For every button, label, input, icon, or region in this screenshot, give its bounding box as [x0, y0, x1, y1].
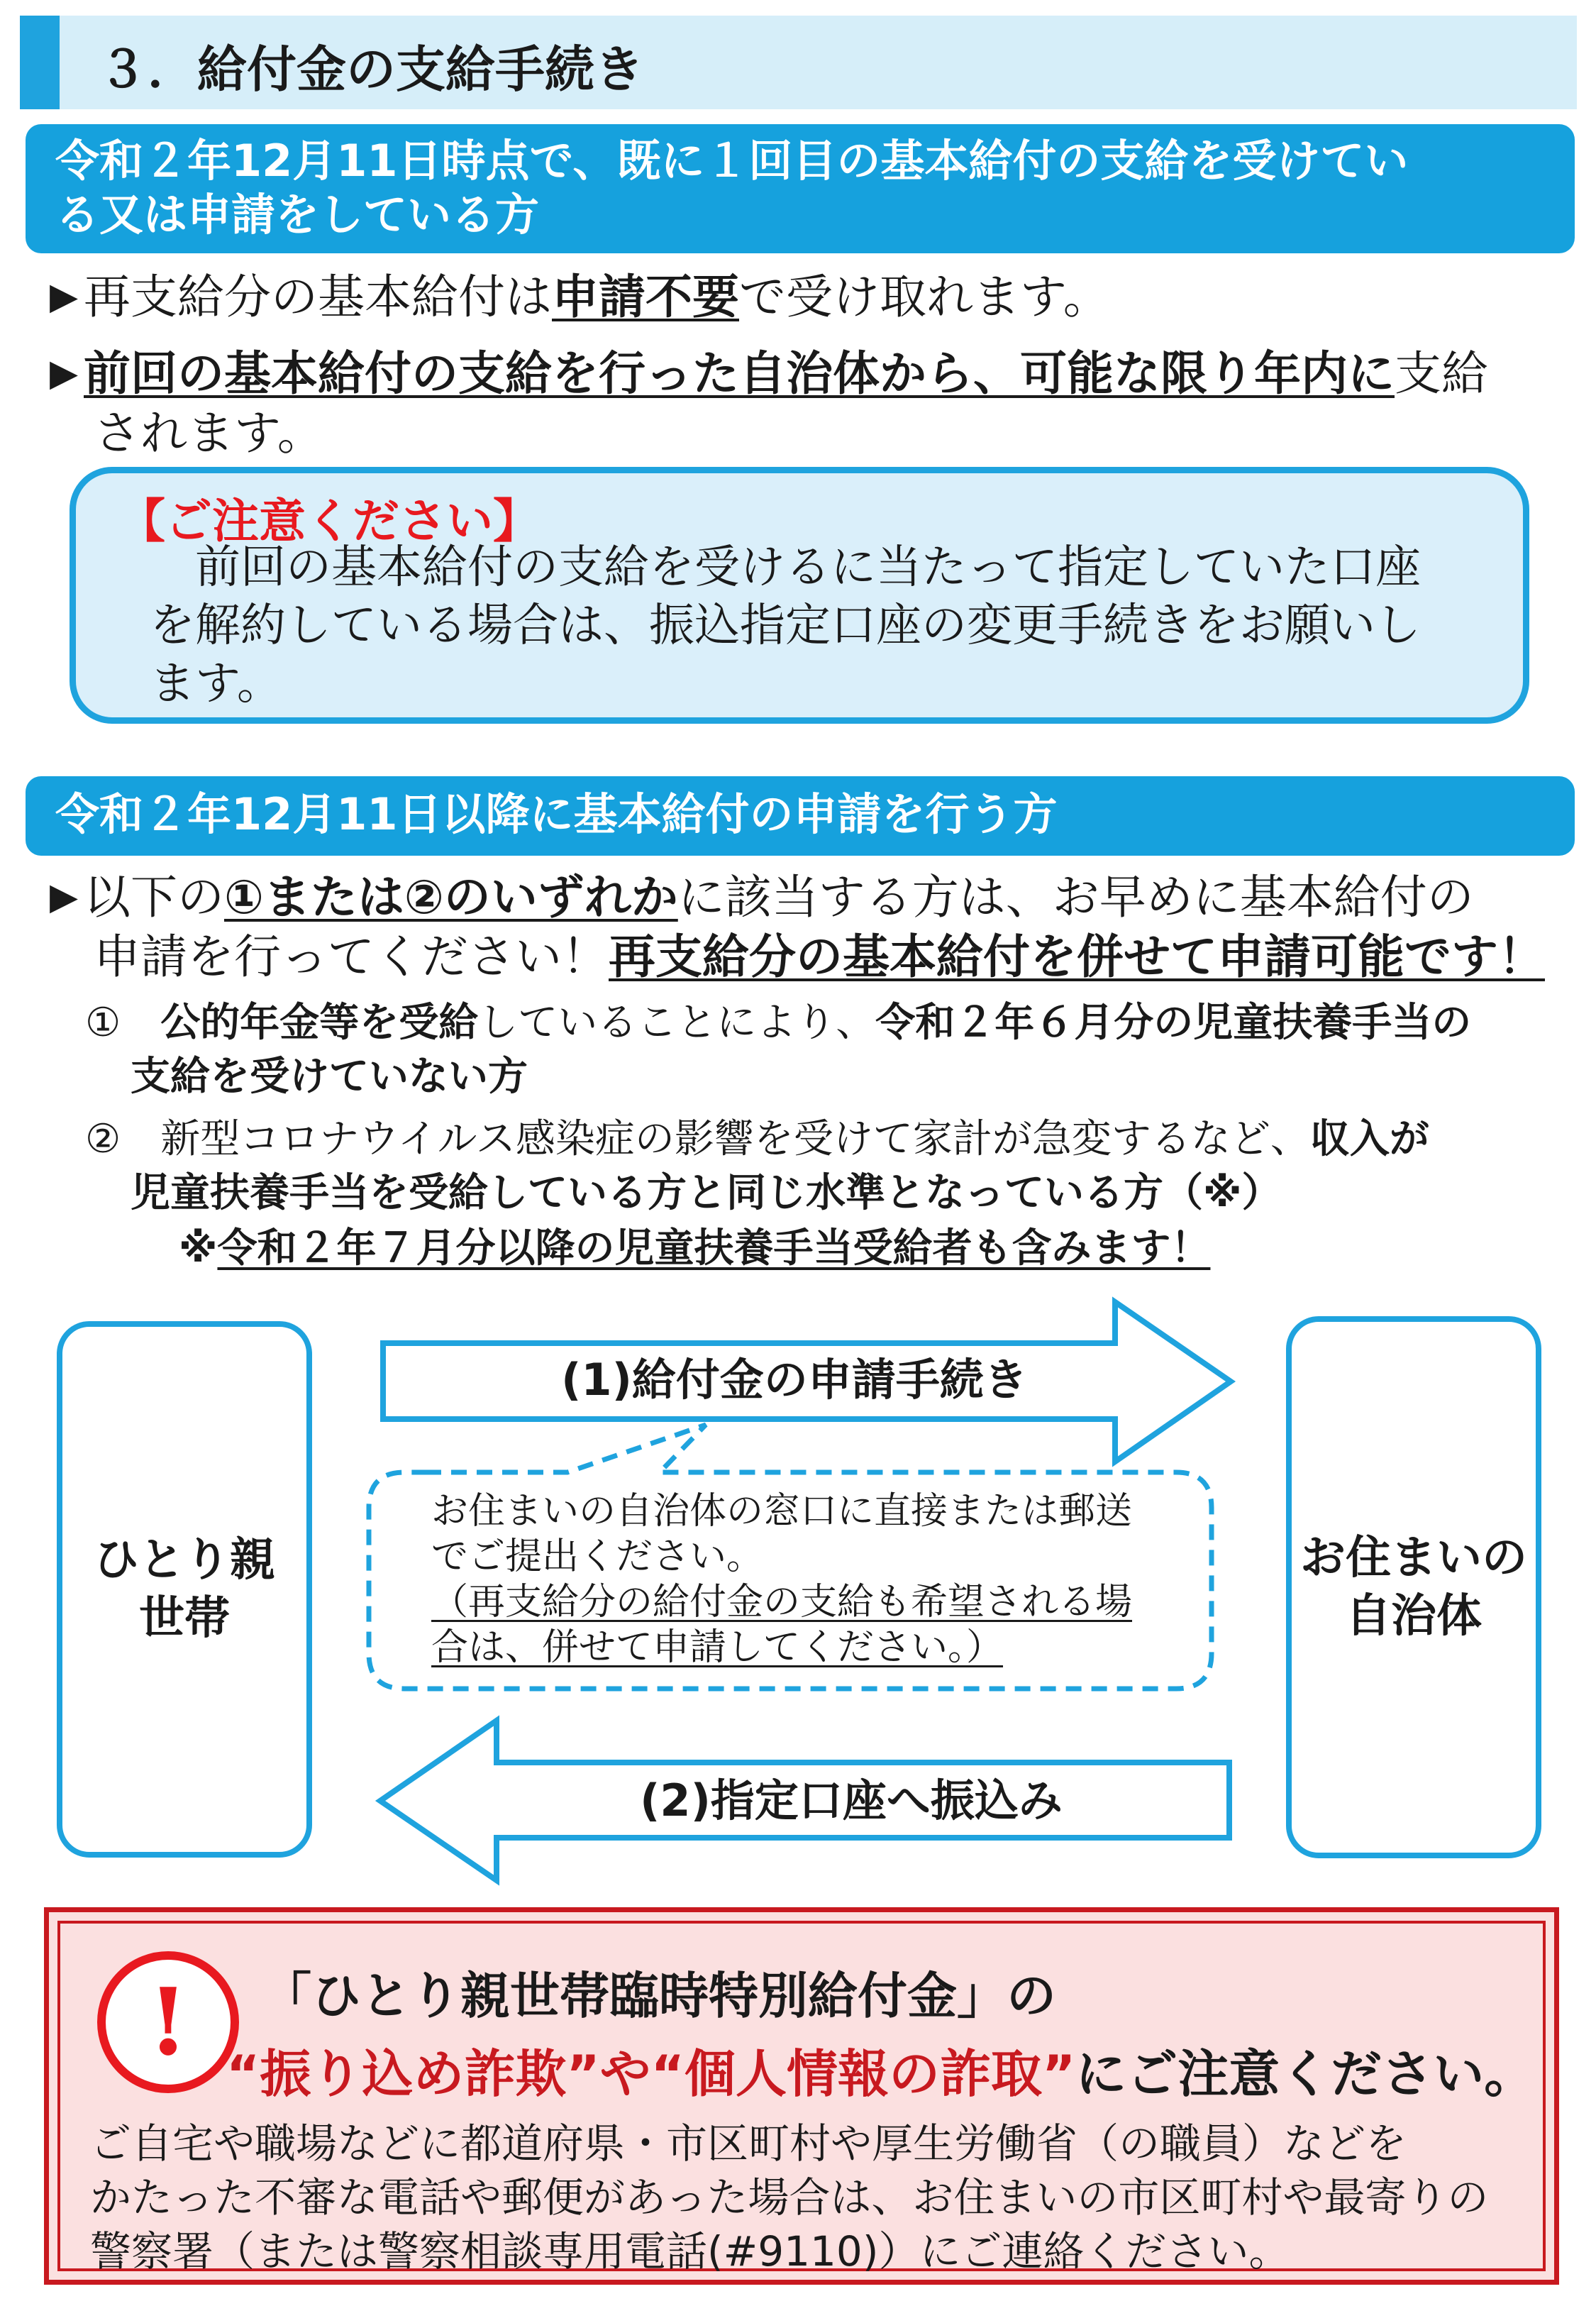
payment-timing-emphasis: 前回の基本給付の支給を行った自治体から、可能な限り年内に	[84, 346, 1395, 401]
triangle-bullet-icon: ▶	[50, 275, 78, 318]
list-item-2: ② 新型コロナウイルス感染症の影響を受けて家計が急変するなど、収入が 児童扶養手当を受給している方と同じ水準となっている方（※）	[85, 1116, 1429, 1216]
exclamation-icon: !	[97, 1951, 239, 2093]
either-emphasis: ①または②のいずれか	[224, 870, 678, 925]
notice-body: 前回の基本給付の支給を受けるに当たって指定していた口座 を解約している場合は、振込指定口座の変更手続きをお願いし ます。	[150, 541, 1421, 710]
arrow-label-application: (1)給付金の申請手続き	[561, 1354, 1028, 1406]
fraud-warning-box	[44, 1907, 1559, 2285]
arrow-label-transfer: (2)指定口座へ振込み	[640, 1775, 1063, 1826]
triangle-bullet-icon: ▶	[50, 352, 78, 395]
note-line: ※令和２年７月分以降の児童扶養手当受給者も含みます！	[179, 1225, 1211, 1271]
bullet-eligibility: ▶ 以下の①または②のいずれかに該当する方は、お早めに基本給付の 申請を行ってください！再支給分の基本給付を併せて申請可能です！	[50, 870, 1545, 984]
single-parent-household-box: ひとり親 世帯	[57, 1321, 312, 1858]
list-item-1: ① 公的年金等を受給していることにより、令和２年６月分の児童扶養手当の 支給を受けていない方	[85, 1000, 1472, 1100]
fraud-warning-headline: “振り込め詐欺”や“個人情報の詐取”にご注意ください。	[226, 2044, 1536, 2104]
band2-text: 令和２年12月11日以降に基本給付の申請を行う方	[55, 788, 1058, 840]
callout-text: お住まいの自治体の窓口に直接または郵送 でご提出ください。 （再支給分の給付金の支給も希望される場 合は、併せて申請してください。）	[431, 1490, 1133, 1669]
notice-title: 【ご注意ください】	[118, 494, 540, 548]
municipality-box: お住まいの 自治体	[1286, 1316, 1541, 1858]
band1-line1: 令和２年12月11日時点で、既に１回目の基本給付の支給を受けてい	[55, 135, 1409, 187]
bullet-no-application: ▶ 再支給分の基本給付は申請不要で受け取れます。	[50, 270, 1110, 324]
band1-line2: る又は申請をしている方	[55, 189, 540, 241]
fraud-warning-subject: 「ひとり親世帯臨時特別給付金」の	[262, 1967, 1056, 2025]
triangle-bullet-icon: ▶	[50, 876, 78, 918]
combined-application-emphasis: 再支給分の基本給付を併せて申請可能です！	[609, 929, 1545, 984]
no-application-emphasis: 申請不要	[552, 270, 739, 324]
fraud-warning-body: ご自宅や職場などに都道府県・市区町村や厚生労働省（の職員）などを かたった不審な電話や郵便があった場合は、お住まいの市区町村や最寄りの 警察署（または警察相談専用電話(#9110)）にご連絡ください。	[90, 2119, 1489, 2275]
bullet-payment-timing: ▶ 前回の基本給付の支給を行った自治体から、可能な限り年内に支給 されます。	[50, 346, 1488, 460]
section-title: ３．給付金の支給手続き	[98, 40, 644, 99]
